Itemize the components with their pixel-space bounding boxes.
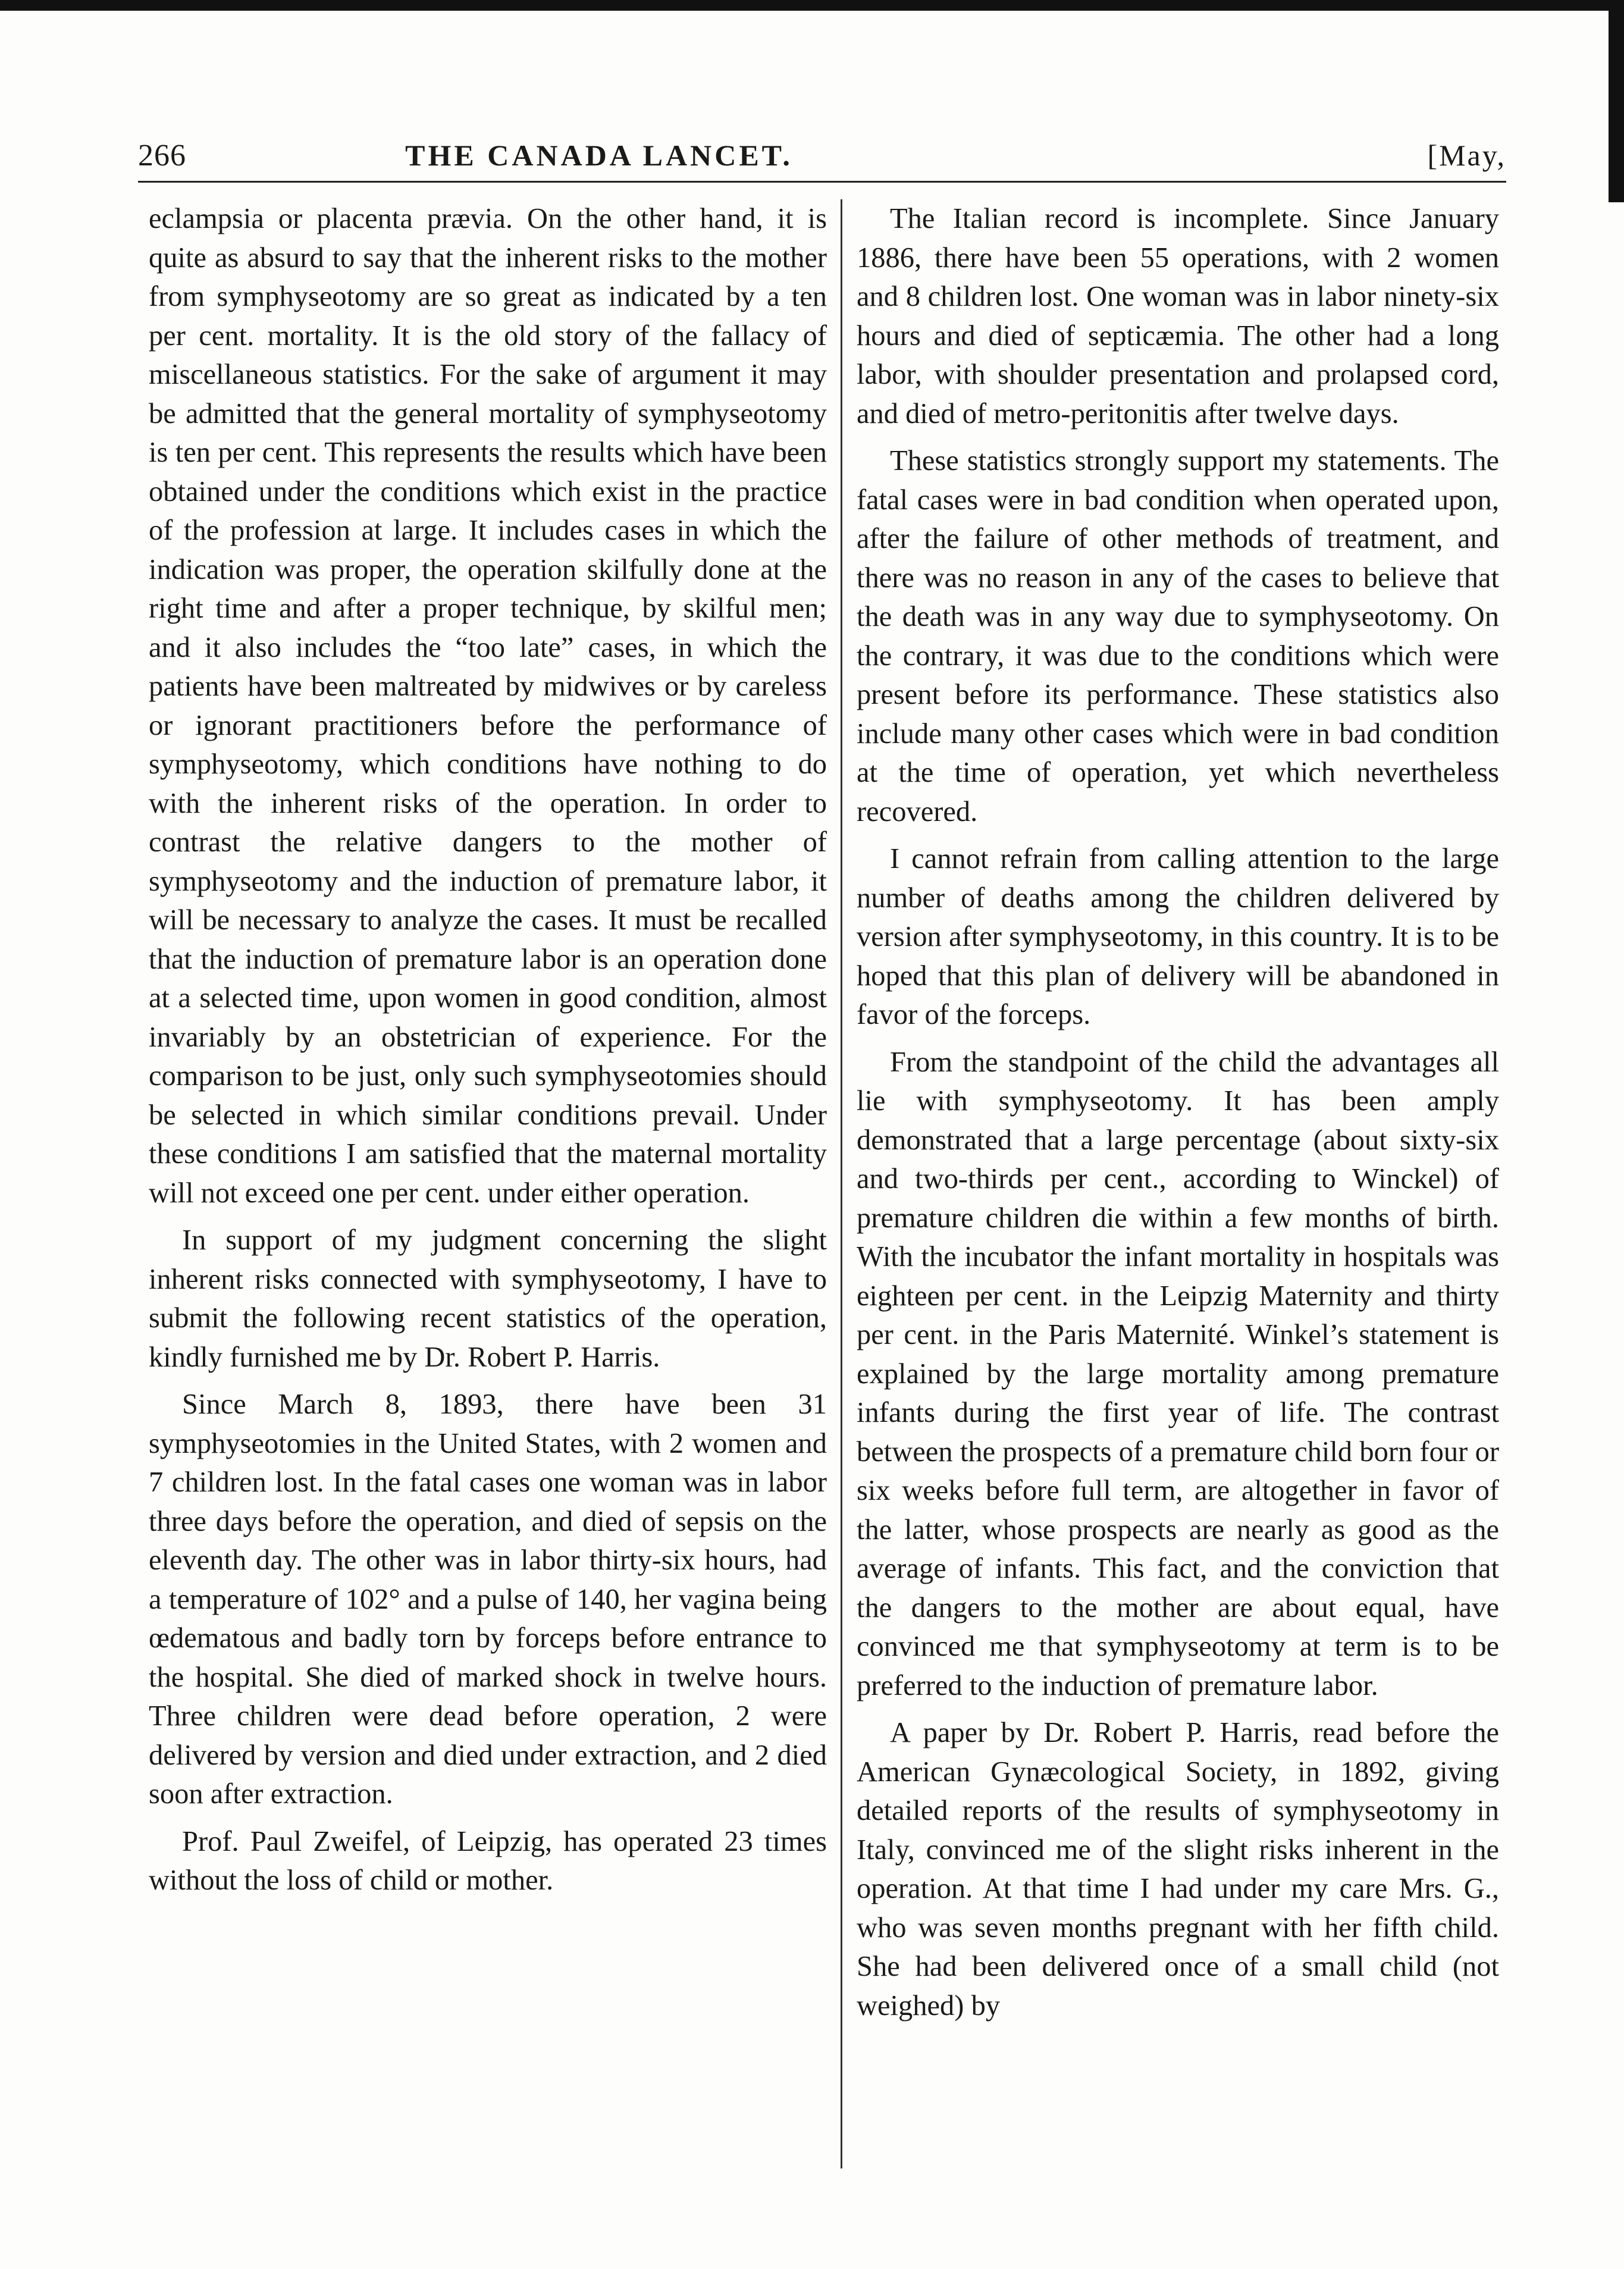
right-paragraph-4: From the standpoint of the child the advantages all lie with symphyseotomy. It has been amply demonstrated that a large percentage (about sixty-six and two-thirds per cent., according to Winckel) of premature children die within a few months of birth. With the incubator the infant mortality in hospitals was eighteen per cent. in the Leipzig Maternity and thirty per cent. in the Paris Maternité. Winkel’s statement is explained by the large mortality among premature infants during the first year of life. The contrast between the prospects of a premature child born four or six weeks before full term, are altogether in favor of the latter, whose prospects are nearly as good as the average of infants. This fact, and the conviction that the dangers to the mother are about equal, have convinced me that symphyseotomy at term is to be preferred to the induction of premature labor. [857, 1046, 1499, 1701]
running-header [138, 138, 1506, 180]
left-column [149, 199, 827, 1908]
right-column [857, 199, 1499, 2033]
left-paragraph-4: Prof. Paul Zweifel, of Leipzig, has operated 23 times without the loss of child or mother. [149, 1825, 827, 1896]
left-paragraph-3: Since March 8, 1893, there have been 31 symphyseotomies in the United States, with 2 women and 7 children lost. In the fatal cases one woman was in labor three days before the operation, and died of sepsis on the eleventh day. The other was in labor thirty-six hours, had a temperature of 102° and a pulse of 140, her vagina being œdematous and badly torn by forceps before entrance to the hospital. She died of marked shock in twelve hours. Three children were dead before operation, 2 were delivered by version and died under extraction, and 2 died soon after extraction. [149, 1389, 827, 1810]
right-paragraph-5: A paper by Dr. Robert P. Harris, read before the American Gynæcological Society, in 1892, giving detailed reports of the results of symphyseotomy in Italy, convinced me of the slight risks inherent in the operation. At that time I had under my care Mrs. G., who was seven months pregnant with her fifth child. She had been delivered once of a small child (not weighed) by [857, 1717, 1499, 2022]
top-border [0, 0, 1624, 11]
journal-title: THE CANADA LANCET. [405, 139, 793, 172]
left-paragraph-1: eclampsia or placenta prævia. On the other hand, it is quite as absurd to say that the inherent risks to the mother from symphyseotomy are so great as indicated by a ten per cent. mortality. It is the old story of the fallacy of miscellaneous statistics. For the sake of argument it may be admitted that the general mortality of symphyseotomy is ten per cent. This represents the results which have been obtained under the conditions which exist in the practice of the profession at large. It includes cases in which the indication was proper, the operation skilfully done at the right time and after a proper technique, by skilful men; and it also includes the “too late” cases, in which the patients have been maltreated by midwives or by careless or ignorant practitioners before the performance of symphyseotomy, which conditions have nothing to do with the inherent risks of the operation. In order to contrast the relative dangers to the mother of symphyseotomy and the induction of premature labor, it will be necessary to analyze the cases. It must be recalled that the induction of premature labor is an operation done at a selected time, upon women in good condition, almost invariably by an obstetrician of experience. For the comparison to be just, only such symphyseotomies should be selected in which similar conditions prevail. Under these conditions I am satisfied that the maternal mortality will not exceed one per cent. under either operation. [149, 203, 827, 1209]
right-paragraph-3: I cannot refrain from calling attention to the large number of deaths among the children delivered by version after symphyseotomy, in this country. It is to be hoped that this plan of delivery will be abandoned in favor of the forceps. [857, 843, 1499, 1030]
issue-month: [May, [1427, 139, 1506, 172]
right-paragraph-2: These statistics strongly support my statements. The fatal cases were in bad condition when operated upon, after the failure of other methods of treatment, and there was no reason in any of the cases to believe that the death was in any way due to symphyseotomy. On the contrary, it was due to the conditions which were present before its performance. These statistics also include many other cases which were in bad condition at the time of operation, yet which nevertheless recovered. [857, 445, 1499, 828]
column-divider [841, 199, 842, 2168]
right-border [1609, 0, 1624, 202]
right-paragraph-1: The Italian record is incomplete. Since January 1886, there have been 55 operations, with 2 women and 8 children lost. One woman was in labor ninety-six hours and died of septicæmia. The other had a long labor, with shoulder presentation and prolapsed cord, and died of metro-peritonitis after twelve days. [857, 203, 1499, 430]
header-rule [138, 181, 1506, 183]
page-number: 266 [138, 139, 186, 173]
left-paragraph-2: In support of my judgment concerning the slight inherent risks connected with symphyseotomy, I have to submit the following recent statistics of the operation, kindly furnished me by Dr. Robert P. Harris. [149, 1224, 827, 1373]
